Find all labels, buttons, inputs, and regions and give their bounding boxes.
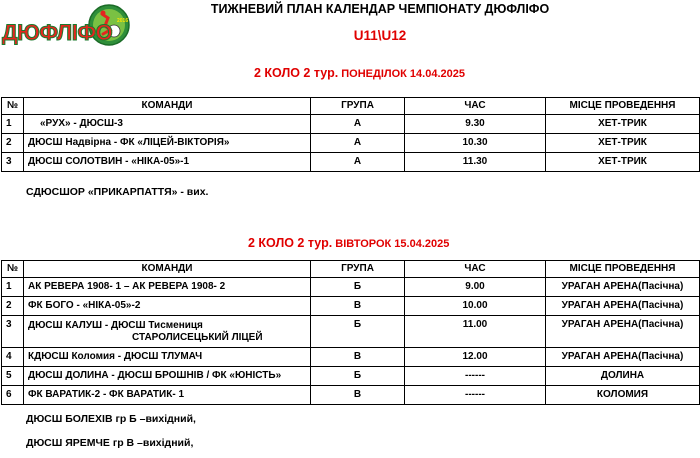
row-venue: УРАГАН АРЕНА(Пасічна) [546,278,700,297]
header-venue: МІСЦЕ ПРОВЕДЕННЯ [546,261,700,278]
day2-date: ВІВТОРОК 15.04.2025 [335,238,450,250]
row-group: Б [311,278,405,297]
table-row [2,316,700,348]
row-group: А [311,115,405,134]
table-row [2,348,700,367]
header-venue: МІСЦЕ ПРОВЕДЕННЯ [546,98,700,115]
row-teams-line2: СТАРОЛИСЕЦЬКИЙ ЛІЦЕЙ [132,331,263,343]
day1-round-heading [254,66,465,80]
day2-round-label: 2 КОЛО 2 тур. [248,236,333,250]
day1-schedule-table [1,97,700,172]
header-time: ЧАС [405,98,546,115]
header-num: № [2,98,24,115]
day2-day-off-note-1: ДЮСШ БОЛЕХІВ гр Б –вихідний, [26,413,196,425]
header-group: ГРУПА [311,98,405,115]
row-num: 1 [2,115,24,134]
row-teams: КДЮСШ Коломия - ДЮСШ ТЛУМАЧ [24,348,311,367]
row-time: 11.30 [405,153,546,172]
row-venue: УРАГАН АРЕНА(Пасічна) [546,348,700,367]
table-row [2,115,700,134]
age-group-title: U11\U12 [353,28,407,43]
row-teams: ФК БОГО - «НІКА-05»-2 [24,297,311,316]
header-time: ЧАС [405,261,546,278]
row-time: 12.00 [405,348,546,367]
page-title: ТИЖНЕВИЙ ПЛАН КАЛЕНДАР ЧЕМПІОНАТУ ДЮФЛІФО [210,2,550,16]
row-venue: ХЕТ-ТРИК [546,115,700,134]
row-venue: ХЕТ-ТРИК [546,134,700,153]
row-num: 2 [2,297,24,316]
row-venue: УРАГАН АРЕНА(Пасічна) [546,297,700,316]
row-group: Б [311,316,405,348]
row-teams: ДЮСШ ДОЛИНА - ДЮСШ БРОШНІВ / ФК «ЮНІСТЬ» [24,367,311,386]
row-num: 1 [2,278,24,297]
row-time: 11.00 [405,316,546,348]
row-num: 2 [2,134,24,153]
table-row [2,367,700,386]
table-header-row [2,261,700,278]
day1-day-off-note: СДЮСШОР «ПРИКАРПАТТЯ» - вих. [26,186,209,198]
row-teams: АК РЕВЕРА 1908- 1 – АК РЕВЕРА 1908- 2 [24,278,311,297]
logo-text: ДЮФЛІФО [2,20,113,45]
row-time: 9.00 [405,278,546,297]
day1-date: ПОНЕДІЛОК 14.04.2025 [341,68,465,80]
row-venue: УРАГАН АРЕНА(Пасічна) [546,316,700,348]
day2-round-heading [248,236,449,250]
row-group: В [311,386,405,405]
svg-text:2016: 2016 [117,18,129,24]
row-group: А [311,153,405,172]
row-num: 6 [2,386,24,405]
row-venue: КОЛОМИЯ [546,386,700,405]
row-group: В [311,348,405,367]
day2-schedule-table [1,260,700,405]
table-row [2,134,700,153]
header-num: № [2,261,24,278]
row-time: 9.30 [405,115,546,134]
row-num: 3 [2,153,24,172]
row-teams: «РУХ» - ДЮСШ-3 [24,115,311,134]
row-teams: ДЮСШ СОЛОТВИН - «НІКА-05»-1 [24,153,311,172]
row-time: ------ [405,367,546,386]
row-venue: ХЕТ-ТРИК [546,153,700,172]
row-time: ------ [405,386,546,405]
row-teams: ДЮСШ Надвірна - ФК «ЛІЦЕЙ-ВІКТОРІЯ» [24,134,311,153]
row-group: В [311,297,405,316]
row-num: 4 [2,348,24,367]
row-time: 10.00 [405,297,546,316]
row-num: 3 [2,316,24,348]
table-row [2,278,700,297]
day1-round-label: 2 КОЛО 2 тур. [254,66,339,80]
header-group: ГРУПА [311,261,405,278]
day2-day-off-note-2: ДЮСШ ЯРЕМЧЕ гр В –вихідний, [26,437,194,449]
table-row [2,386,700,405]
row-group: Б [311,367,405,386]
row-teams: ФК ВАРАТИК-2 - ФК ВАРАТИК- 1 [24,386,311,405]
table-row [2,153,700,172]
dyuflifo-logo [2,2,130,56]
row-group: А [311,134,405,153]
header-teams: КОМАНДИ [24,98,311,115]
row-teams [24,316,311,348]
row-num: 5 [2,367,24,386]
table-row [2,297,700,316]
header-teams: КОМАНДИ [24,261,311,278]
table-header-row [2,98,700,115]
row-teams-line1: ДЮСШ КАЛУШ - ДЮСШ Тисмениця [28,319,203,331]
row-venue: ДОЛИНА [546,367,700,386]
row-time: 10.30 [405,134,546,153]
